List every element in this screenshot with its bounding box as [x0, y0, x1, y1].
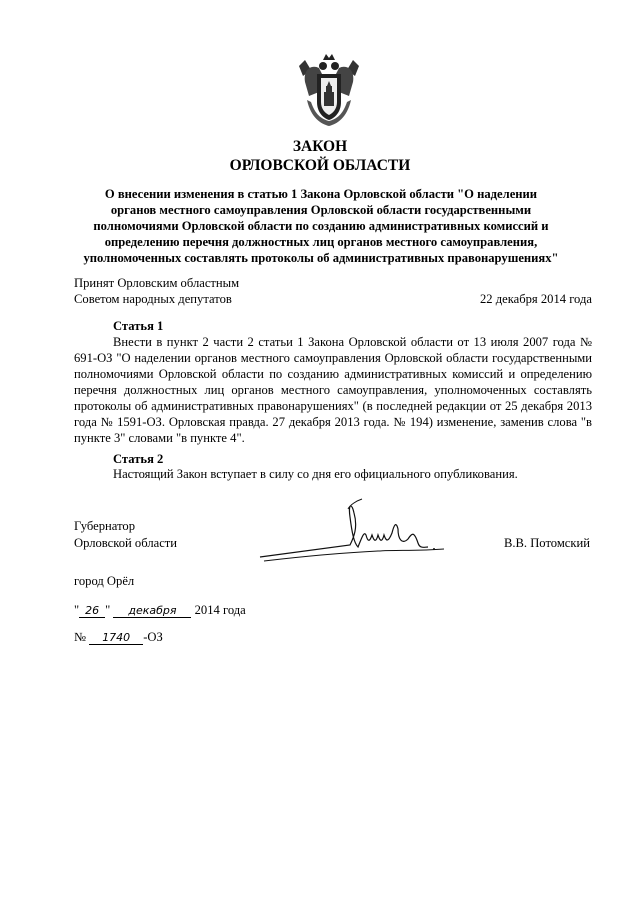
law-title: ЗАКОН	[292, 138, 348, 155]
adoption-date: 22 декабря 2014 года	[479, 292, 592, 306]
signatory-position-line-2: Орловской области	[74, 536, 178, 550]
article-1-heading: Статья 1	[113, 319, 164, 333]
signatory-name: В.В. Потомский	[503, 536, 590, 550]
article-2-text: Настоящий Закон вступает в силу со дня его официального опубликования.	[113, 467, 518, 481]
date-day: 26	[79, 604, 105, 618]
adoption-line-2: Советом народных депутатов	[74, 292, 232, 306]
coat-of-arms-emblem	[297, 52, 361, 128]
law-subject: О внесении изменения в статью 1 Закона Орловской области "О наделении органов местного самоуправления Орловской области государственными полномочиями Орловской области по созданию административных комиссий и определению перечня должностных лиц органов местного самоуправления, уполномоченных составлять протоколы об административных правонарушениях"	[83, 187, 559, 265]
date-month: декабря	[113, 604, 191, 618]
signing-date	[74, 603, 246, 618]
handwritten-signature	[258, 495, 448, 567]
law-number	[74, 630, 163, 645]
number-prefix: №	[74, 630, 87, 644]
number-suffix: -ОЗ	[143, 630, 163, 644]
date-year: 2014 года	[194, 603, 246, 617]
number-value: 1740	[89, 631, 143, 645]
signatory-position-line-1: Губернатор	[74, 519, 135, 533]
date-quote-close: "	[105, 603, 111, 617]
article-1-text: Внести в пункт 2 части 2 статьи 1 Закона Орловской области от 13 июля 2007 года № 691-ОЗ "О наделении органов местного самоуправления Орловской области государственными полномочиями Орловской области по созданию административных комиссий и определению перечня должностных лиц органов местного самоуправления, уполномоченных составлять протоколы об административных правонарушениях" (в последней редакции от 25 декабря 2013 года № 1591-ОЗ. Орловская правда. 27 декабря 2013 года. № 194) изменение, заменив слова "в пункте 3" словами "в пункте 4".	[74, 335, 592, 445]
city-name: город Орёл	[74, 574, 135, 588]
date-quote-open: "	[74, 603, 80, 617]
adoption-line-1: Принят Орловским областным	[74, 276, 240, 290]
article-2-heading: Статья 2	[113, 452, 164, 466]
region-title: ОРЛОВСКОЙ ОБЛАСТИ	[229, 157, 411, 174]
